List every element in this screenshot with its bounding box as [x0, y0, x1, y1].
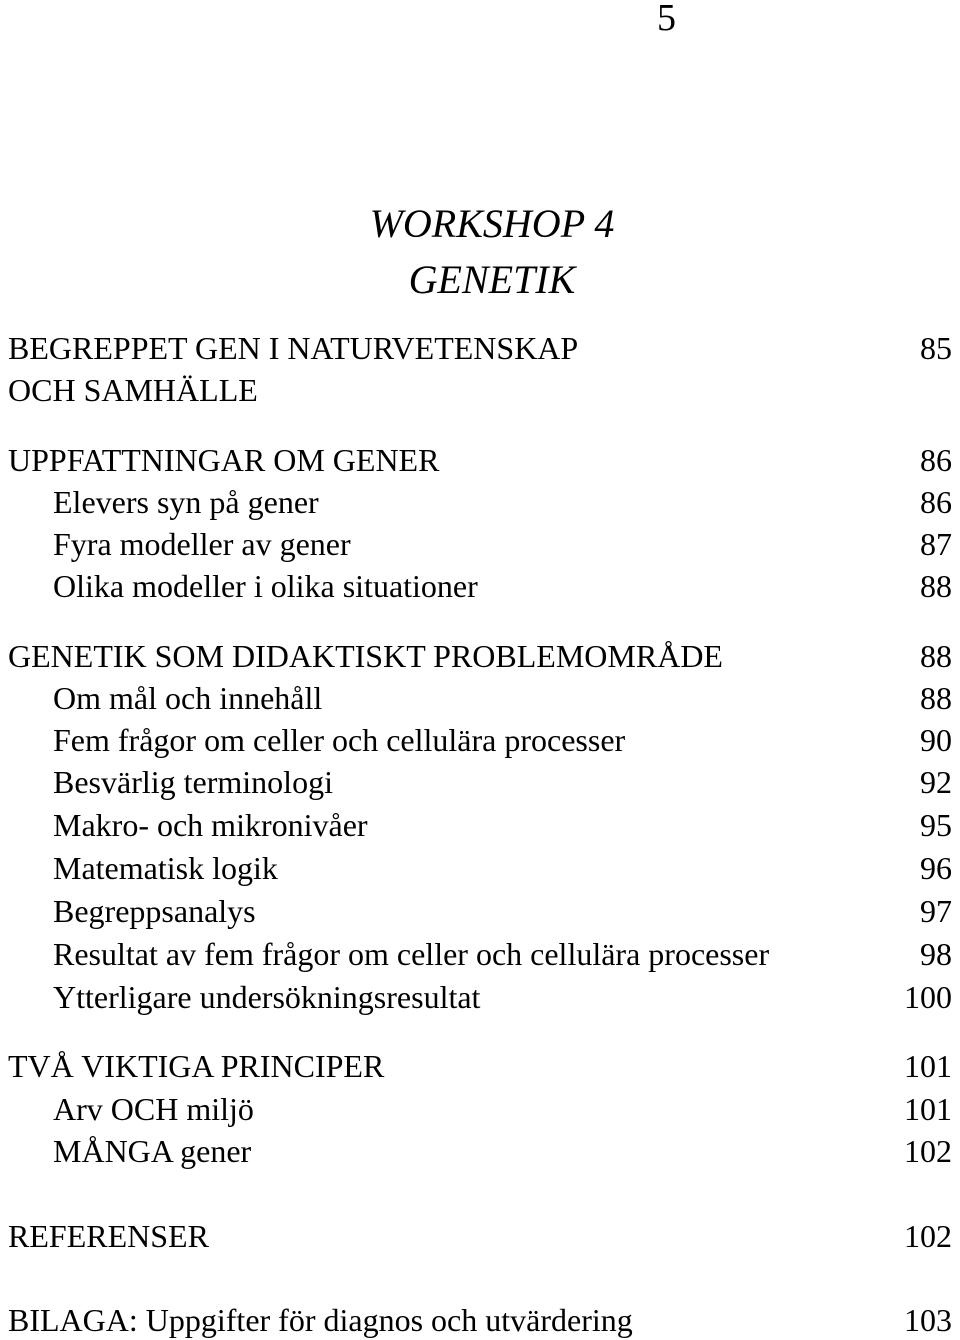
toc-section-row [8, 1300, 952, 1340]
toc-label: OCH SAMHÄLLE [8, 372, 258, 408]
toc-label: Makro- och mikronivåer [53, 807, 368, 843]
toc-subsection-row [8, 524, 952, 564]
toc-page-number: 98 [920, 936, 952, 972]
toc-subsection-row [8, 720, 952, 760]
toc-subsection-row [8, 566, 952, 606]
toc-label: TVÅ VIKTIGA PRINCIPER [8, 1048, 385, 1084]
toc-section-row [8, 328, 952, 368]
toc-page-number: 88 [920, 638, 952, 674]
toc-label: Begreppsanalys [53, 893, 256, 929]
toc-subsection-row [8, 848, 952, 888]
toc-label: Fem frågor om celler och cellulära processer [53, 722, 626, 758]
toc-label: Resultat av fem frågor om celler och cellulära processer [53, 936, 770, 972]
toc-page-number: 96 [920, 850, 952, 886]
toc-label: MÅNGA gener [53, 1133, 252, 1169]
toc-label: Matematisk logik [53, 850, 278, 886]
toc-page-number: 88 [920, 568, 952, 604]
section-title: GENETIK [408, 257, 576, 302]
toc-subsection-row [8, 805, 952, 845]
toc-label: Fyra modeller av gener [53, 526, 351, 562]
toc-label: Om mål och innehåll [53, 680, 323, 716]
toc-label: BILAGA: Uppgifter för diagnos och utvärdering [8, 1302, 633, 1338]
toc-subsection-row [8, 762, 952, 802]
toc-page-number: 103 [904, 1302, 952, 1338]
toc-section-row [8, 1216, 952, 1256]
toc-page-number: 101 [904, 1091, 952, 1127]
toc-subsection-row [8, 934, 952, 974]
toc-page-number: 95 [920, 807, 952, 843]
toc-page-number: 101 [904, 1048, 952, 1084]
toc-page-number: 88 [920, 680, 952, 716]
toc-subsection-row [8, 891, 952, 931]
toc-page-number: 86 [920, 484, 952, 520]
toc-subsection-row [8, 977, 952, 1017]
toc-subsection-row [8, 1089, 952, 1129]
workshop-title: WORKSHOP 4 [369, 201, 615, 246]
toc-page-number: 102 [904, 1218, 952, 1254]
toc-page-number: 87 [920, 526, 952, 562]
page-number: 5 [657, 0, 676, 39]
toc-label: Ytterligare undersökningsresultat [53, 979, 481, 1015]
toc-section-row [8, 636, 952, 676]
toc-label: Besvärlig terminologi [53, 764, 333, 800]
toc-subsection-row [8, 482, 952, 522]
toc-subsection-row [8, 1131, 952, 1171]
toc-page-number: 102 [904, 1133, 952, 1169]
toc-label: UPPFATTNINGAR OM GENER [8, 442, 440, 478]
toc-label: Arv OCH miljö [53, 1091, 254, 1127]
toc-section-row [8, 1046, 952, 1086]
toc-page-number: 92 [920, 764, 952, 800]
toc-label: GENETIK SOM DIDAKTISKT PROBLEMOMRÅDE [8, 638, 723, 674]
toc-page-number: 86 [920, 442, 952, 478]
toc-subsection-row [8, 678, 952, 718]
toc-section-row-continued [8, 370, 952, 410]
toc-label: Elevers syn på gener [53, 484, 319, 520]
toc-label: REFERENSER [8, 1218, 209, 1254]
toc-page-number: 90 [920, 722, 952, 758]
toc-section-row [8, 440, 952, 480]
toc-label: Olika modeller i olika situationer [53, 568, 478, 604]
toc-page-number: 85 [920, 330, 952, 366]
toc-page-number: 100 [904, 979, 952, 1015]
toc-page-number: 97 [920, 893, 952, 929]
toc-label: BEGREPPET GEN I NATURVETENSKAP [8, 330, 579, 366]
